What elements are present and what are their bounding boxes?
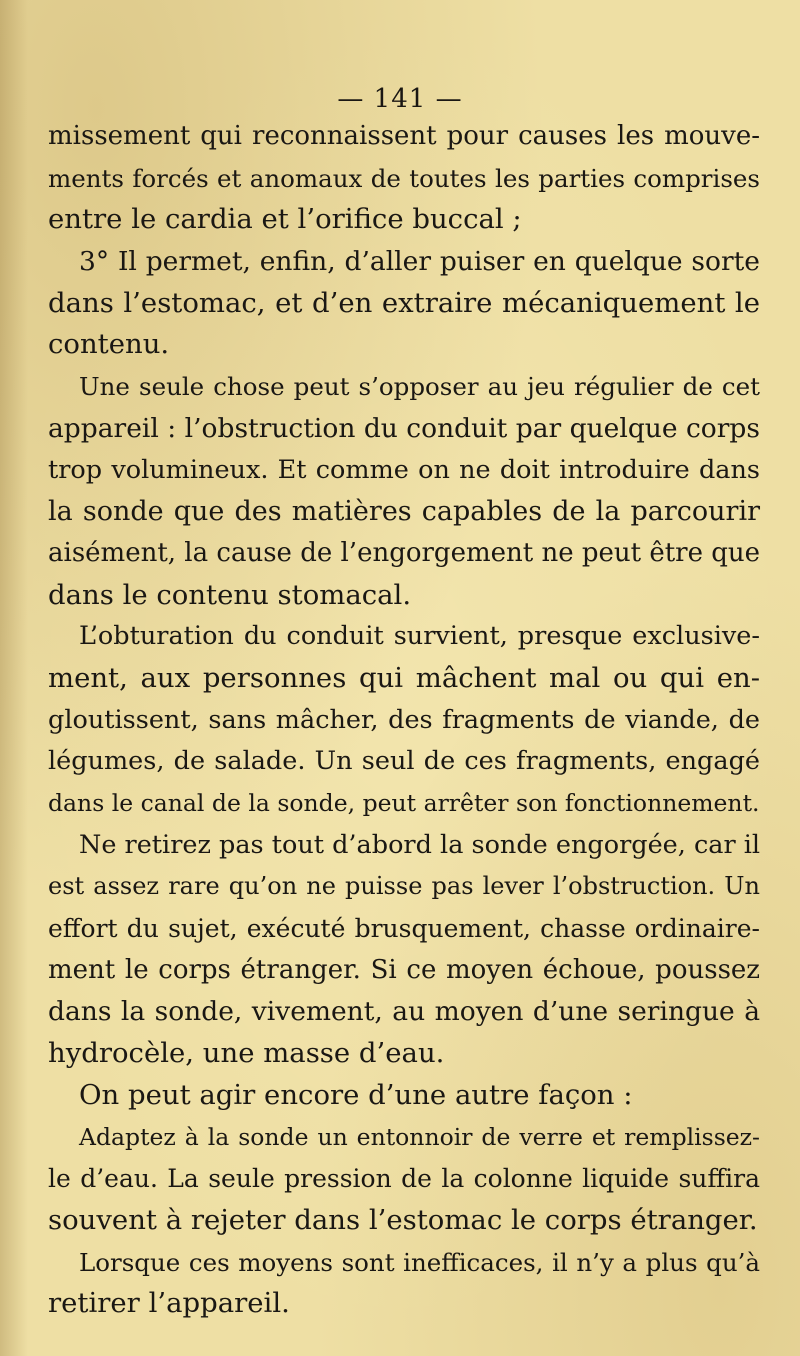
text-line: la sonde que des matières capables de la parcourir — [48, 496, 760, 528]
text-line: est assez rare qu’on ne puisse pas lever l’obstruction. Un — [48, 872, 760, 901]
text-line: légumes, de salade. Un seul de ces fragments, engagé — [48, 746, 760, 777]
text-line: retirer l’appareil. — [48, 1287, 290, 1320]
text-line: Ne retirez pas tout d’abord la sonde engorgée, car il — [79, 829, 761, 860]
text-line: entre le cardia et l’orifice buccal ; — [48, 203, 522, 236]
page-gutter-shadow — [0, 0, 28, 1356]
text-line: 3° Il permet, enfin, d’aller puiser en quelque sorte — [79, 246, 760, 278]
text-line: dans le canal de la sonde, peut arrêter son fonctionnement. — [48, 789, 760, 817]
text-line: gloutissent, sans mâcher, des fragments de viande, de — [48, 704, 760, 735]
text-line: missement qui reconnaissent pour causes les mouve- — [48, 121, 760, 151]
text-line: ment, aux personnes qui mâchent mal ou qui en- — [48, 661, 760, 694]
text-line: trop volumineux. Et comme on ne doit introduire dans — [48, 454, 760, 485]
text-line: ments forcés et anomaux de toutes les parties comprises — [48, 163, 760, 193]
page-number: — 141 — — [337, 84, 463, 114]
text-line: ment le corps étranger. Si ce moyen échoue, poussez — [48, 954, 760, 985]
text-line: On peut agir encore d’une autre façon : — [79, 1078, 633, 1111]
text-line: dans le contenu stomacal. — [48, 578, 412, 611]
text-line: dans l’estomac, et d’en extraire mécaniquement le — [48, 286, 760, 319]
text-line: Adaptez à la sonde un entonnoir de verre et remplissez- — [79, 1122, 760, 1151]
text-line: hydrocèle, une masse d’eau. — [48, 1037, 445, 1070]
text-line: Lorsque ces moyens sont inefficaces, il n’y a plus qu’à — [79, 1247, 760, 1277]
text-line: dans la sonde, vivement, au moyen d’une seringue à — [48, 996, 760, 1028]
text-line: Une seule chose peut s’opposer au jeu régulier de cet — [79, 372, 760, 402]
text-line: appareil : l’obstruction du conduit par quelque corps — [48, 412, 760, 444]
text-line: contenu. — [48, 328, 170, 361]
text-line: souvent à rejeter dans l’estomac le corps étranger. — [48, 1203, 758, 1236]
text-line: L’obturation du conduit survient, presque exclusive- — [79, 621, 760, 652]
body-text — [48, 116, 760, 1325]
text-line: le d’eau. La seule pression de la colonne liquide suffira — [48, 1164, 760, 1194]
text-line: aisément, la cause de l’engorgement ne peut être que — [48, 537, 761, 568]
text-line: effort du sujet, exécuté brusquement, chasse ordinaire- — [48, 914, 760, 944]
